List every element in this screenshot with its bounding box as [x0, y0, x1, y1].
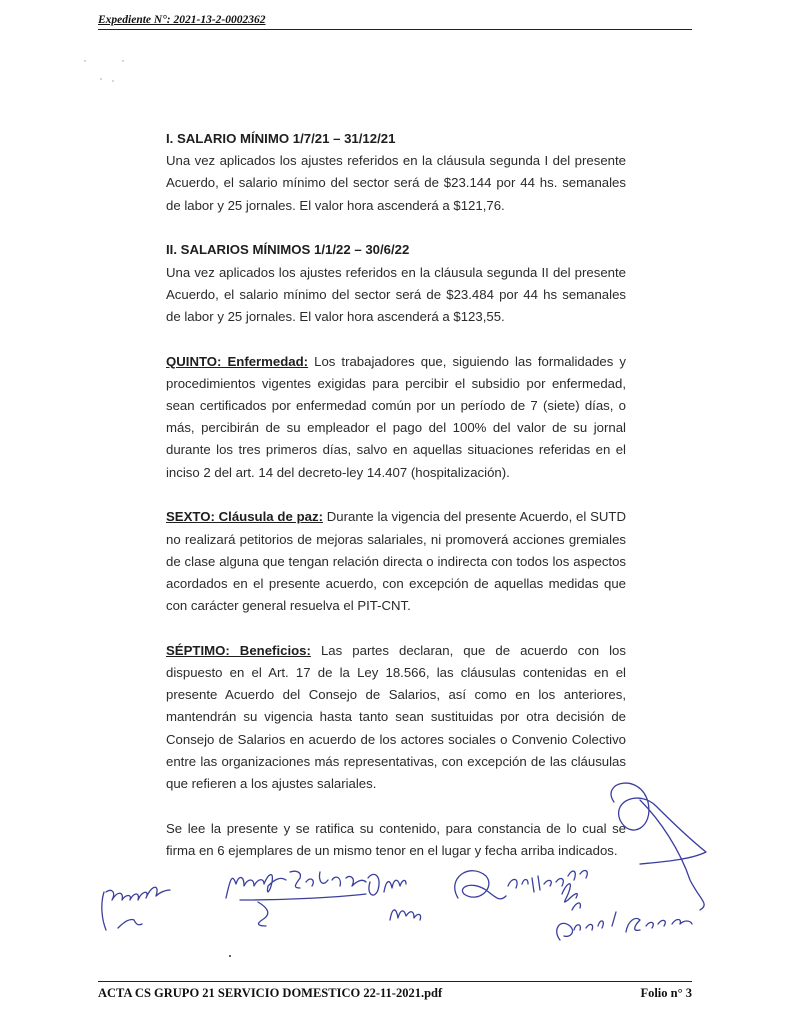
- clause-text: Durante la vigencia del presente Acuerdo, el SUTD no realizará petitorios de mejoras salariales, ni promoverá acciones gremiales de clase alguna que tengan relación directa o indirecta con todos los aspectos acordados en el presente acuerdo, con excepción de aquellas medidas que con carácter general resuelva el PIT-CNT.: [166, 509, 627, 614]
- section-text: Una vez aplicados los ajustes referidos en la cláusula segunda I del presente Acuerdo, el salario mínimo del sector será de $23.144 por 44 hs. semanales de labor y 25 jornales. El valor hora ascenderá a $121,76.: [166, 153, 626, 213]
- footer-folio: Folio n° 3: [640, 986, 692, 1000]
- section-title: I. SALARIO MÍNIMO 1/7/21 – 31/12/21: [166, 131, 396, 146]
- clause-text: Las partes declaran, que de acuerdo con los dispuesto en el Art. 17 de la Ley 18.566, las cláusulas contenidas en el presente Acuerdo del Consejo de Salarios, así como en los anteriores, mantendrán su vigencia hasta tanto sean sustituidas por otra decisión de Consejo de Salarios en acuerdo de los actores sociales o Convenio Colectivo entre las organizaciones más representativas, con excepción de las cláusulas que refieren a los ajustes salariales.: [166, 642, 626, 792]
- section-title: II. SALARIOS MÍNIMOS 1/1/22 – 30/6/22: [166, 242, 410, 258]
- signature-5: [562, 884, 580, 910]
- signature-1: [102, 887, 170, 930]
- document-body: [166, 128, 626, 862]
- speck: [122, 60, 124, 62]
- speck: [84, 60, 86, 62]
- signature-2: [226, 871, 366, 926]
- signature-7: [557, 912, 692, 940]
- footer-filename: ACTA CS GRUPO 21 SERVICIO DOMESTICO 22-11-2021.pdf: [98, 986, 443, 1000]
- clause-heading: SÉPTIMO: Beneficios:: [166, 642, 311, 658]
- clause-sexto: [166, 506, 626, 617]
- clause-heading: QUINTO: Enfermedad:: [166, 353, 309, 369]
- clause-heading: SEXTO: Cláusula de paz:: [166, 509, 323, 525]
- closing-statement: Se lee la presente y se ratifica su contenido, para constancia de lo cual se firma en 6 ejemplares de un mismo tenor en el lugar y fecha arriba indicados.: [166, 820, 626, 858]
- clause-text: Los trabajadores que, siguiendo las formalidades y procedimientos vigentes exigidas para percibir el subsidio por enfermedad, sean certificados por enfermedad común por un período de 7 (siete) días, o más, percibirán de su empleador el pago del 100% del valor de su jornal durante los tres primeros días, salvo en aquellas situaciones referidas en el inciso 2 del art. 14 del decreto-ley 14.407 (hospitalización).: [166, 353, 626, 480]
- scan-specks: [80, 60, 140, 100]
- clause-septimo: [166, 640, 626, 795]
- page-header: [98, 14, 692, 30]
- expediente-number: Expediente N°: 2021-13-2-0002362: [98, 14, 266, 26]
- section-text: Una vez aplicados los ajustes referidos en la cláusula segunda II del presente Acuerdo, el salario mínimo del sector será de $23.484 por 44 hs semanales de labor y 25 jornales. El valor hora ascenderá a $123,55.: [166, 264, 626, 324]
- signature-4: [455, 871, 588, 899]
- salary-section-2: [166, 239, 626, 328]
- scan-dot: [229, 955, 231, 957]
- clause-quinto: [166, 351, 626, 484]
- page-footer: [98, 981, 692, 1000]
- speck: [100, 78, 102, 80]
- salary-section-1: [166, 128, 626, 217]
- speck: [112, 80, 114, 82]
- signature-3: [368, 874, 421, 920]
